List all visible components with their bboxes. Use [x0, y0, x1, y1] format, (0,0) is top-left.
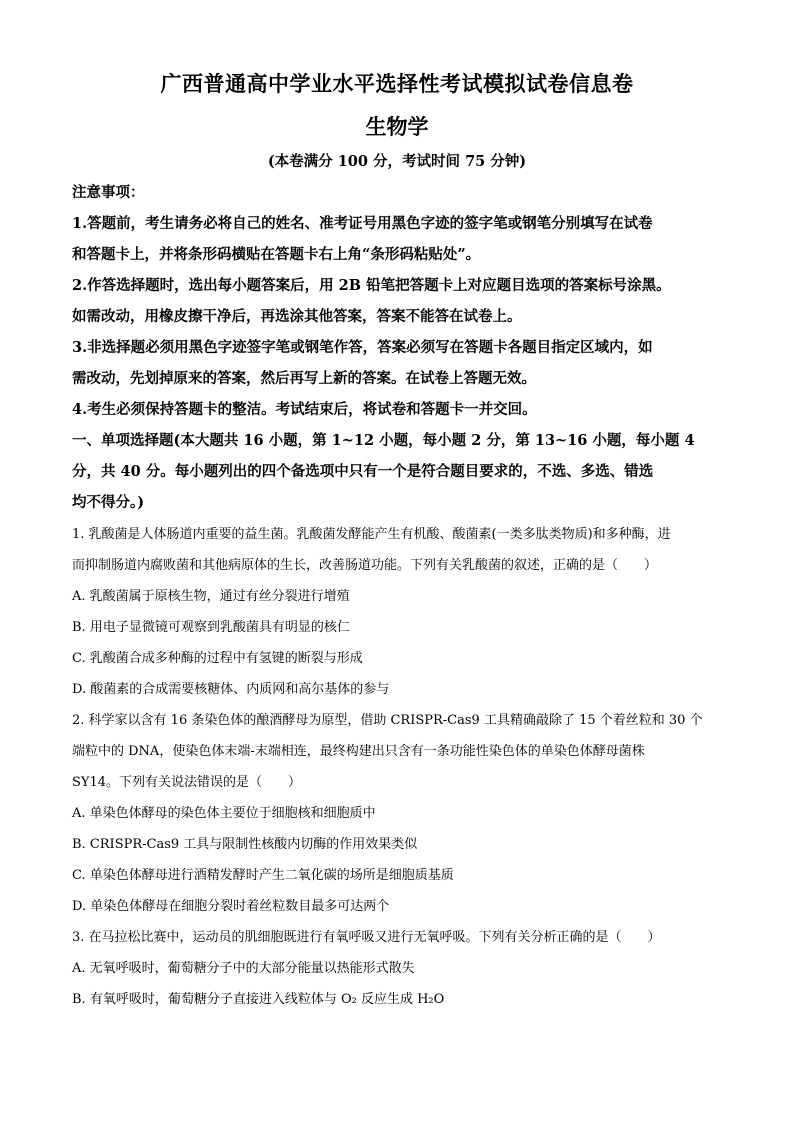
- question-3: [72, 922, 724, 1015]
- question-stem: 而抑制肠道内腐败菌和其他病原体的生长，改善肠道功能。下列有关乳酸菌的叙述，正确的是（ ）: [72, 558, 658, 573]
- section-line: 分，共 40 分。每小题列出的四个备选项中只有一个是符合题目要求的，不选、多选、错选: [72, 463, 654, 480]
- option-d: D. 酸菌素的合成需要核糖体、内质网和高尔基体的参与: [72, 682, 390, 697]
- question-2: [72, 705, 724, 922]
- notice-item-4: [72, 394, 724, 425]
- notice-line: 需改动，先划掉原来的答案，然后再写上新的答案。在试卷上答题无效。: [72, 370, 536, 387]
- question-stem: SY14。下列有关说法错误的是（ ）: [72, 775, 302, 790]
- notice-line: 1.答题前，考生请务必将自己的姓名、准考证号用黑色字迹的签字笔或钢笔分别填写在试卷: [72, 215, 653, 232]
- question-stem: 2. 科学家以含有 16 条染色体的酿酒酵母为原型，借助 CRISPR-Cas9 工具精确敲除了 15 个着丝粒和 30 个: [72, 713, 703, 728]
- notice-line: 和答题卡上，并将条形码横贴在答题卡右上角“条形码粘贴处”。: [72, 246, 481, 263]
- exam-title: 广西普通高中学业水平选择性考试模拟试卷信息卷: [160, 71, 634, 96]
- option-b: B. 有氧呼吸时，葡萄糖分子直接进入线粒体与 O₂ 反应生成 H₂O: [72, 992, 445, 1007]
- option-a: A. 单染色体酵母的染色体主要位于细胞核和细胞质中: [72, 806, 376, 821]
- notice-line: 2.作答选择题时，选出每小题答案后，用 2B 铅笔把答题卡上对应题目选项的答案标号涂黑。: [72, 277, 671, 294]
- section-line: 一、单项选择题(本大题共 16 小题，第 1~12 小题，每小题 2 分，第 13~16 小题，每小题 4: [72, 432, 695, 449]
- option-d: D. 单染色体酵母在细胞分裂时着丝粒数目最多可达两个: [72, 899, 390, 914]
- option-c: C. 单染色体酵母进行酒精发酵时产生二氧化碳的场所是细胞质基质: [72, 868, 454, 883]
- option-b: B. CRISPR-Cas9 工具与限制性核酸内切酶的作用效果类似: [72, 837, 418, 852]
- notice-line: 4.考生必须保持答题卡的整洁。考试结束后，将试卷和答题卡一并交回。: [72, 401, 537, 418]
- option-c: C. 乳酸菌合成多种酶的过程中有氢键的断裂与形成: [72, 651, 363, 666]
- notice-item-2: [72, 270, 724, 332]
- notice-item-1: [72, 208, 724, 270]
- notice-item-3: [72, 332, 724, 394]
- notice-heading: 注意事项：: [72, 184, 145, 201]
- section-heading: [72, 425, 724, 518]
- exam-info: (本卷满分 100 分，考试时间 75 分钟): [267, 153, 527, 170]
- subject-title: 生物学: [365, 114, 429, 139]
- question-stem: 1. 乳酸菌是人体肠道内重要的益生菌。乳酸菌发酵能产生有机酸、酸菌素(一类多肽类物质)和多种酶，进: [72, 527, 671, 542]
- notice-line: 如需改动，用橡皮擦干净后，再选涂其他答案，答案不能答在试卷上。: [72, 308, 522, 325]
- notice-line: 3.非选择题必须用黑色字迹签字笔或钢笔作答，答案必须写在答题卡各题目指定区域内，如: [72, 339, 653, 356]
- question-stem: 端粒中的 DNA，使染色体末端-末端相连，最终构建出只含有一条功能性染色体的单染色体酵母菌株: [72, 744, 645, 759]
- question-1: [72, 519, 724, 705]
- option-a: A. 无氧呼吸时，葡萄糖分子中的大部分能量以热能形式散失: [72, 961, 415, 976]
- section-line: 均不得分。): [72, 494, 145, 511]
- option-b: B. 用电子显微镜可观察到乳酸菌具有明显的核仁: [72, 620, 350, 635]
- option-a: A. 乳酸菌属于原核生物，通过有丝分裂进行增殖: [72, 589, 350, 604]
- question-stem: 3. 在马拉松比赛中，运动员的肌细胞既进行有氧呼吸又进行无氧呼吸。下列有关分析正确的是（ ）: [72, 930, 661, 945]
